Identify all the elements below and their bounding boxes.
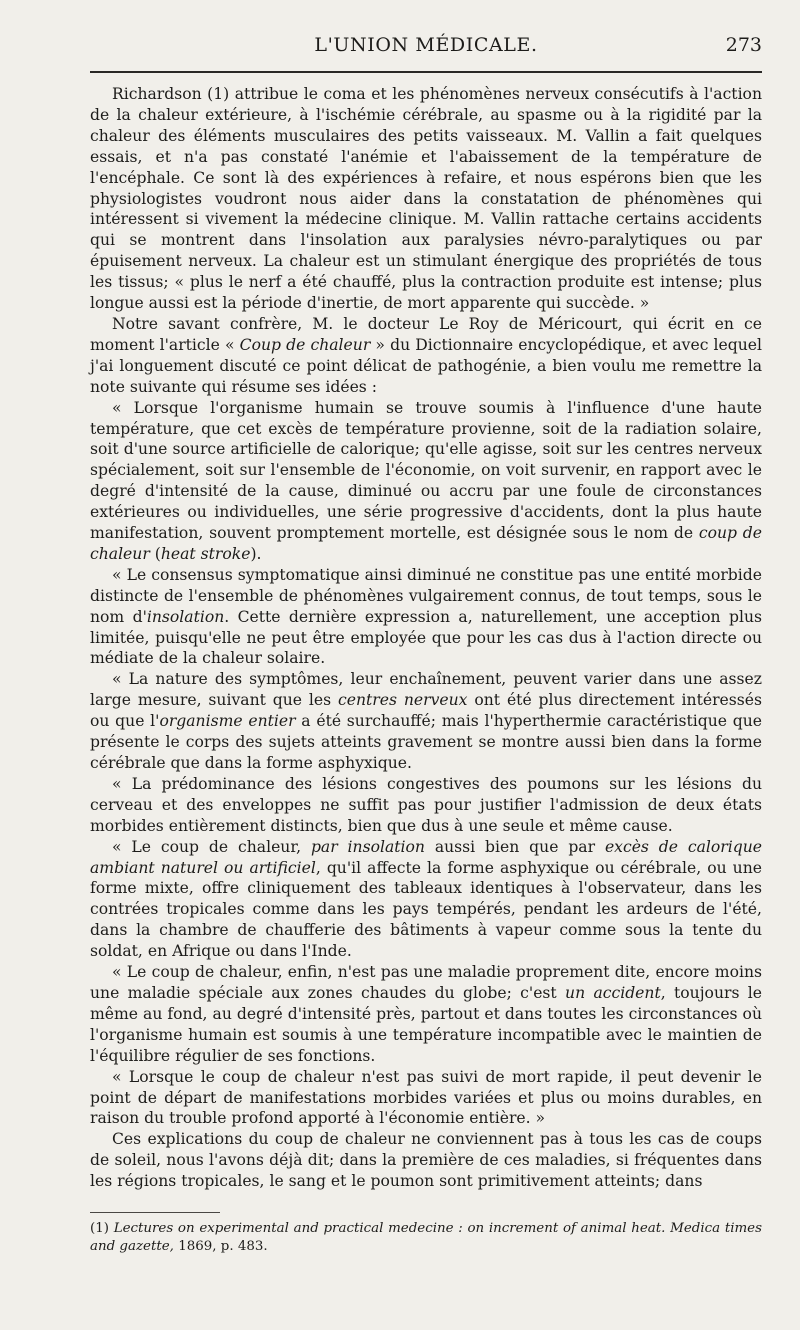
- text-run: « La prédominance des lésions congestives des poumons sur les lésions du cerveau et des enveloppes ne suffit pas pour justifier l'admission de deux états morbides entièrement distincts, bien que dus à une seule et même cause.: [90, 774, 762, 835]
- footnote-publication: 1869, p. 483.: [178, 1239, 268, 1254]
- text-run: Ces explications du coup de chaleur ne conviennent pas à tous les cas de coups de soleil, nous l'avons déjà dit; dans la première de ces maladies, si fréquentes dans les régions tropicales, le sang et le poumon sont primitivement atteints; dans: [90, 1130, 762, 1191]
- italic-text: heat stroke: [160, 544, 251, 563]
- paragraph: [90, 314, 762, 398]
- text-run: « Lorsque l'organisme humain se trouve soumis à l'influence d'une haute température, que cet excès de température provienne, soit de la radiation solaire, soit d'une source artificielle de calorique; qu'elle agisse, soit sur les centres nerveux spécialement, soit sur l'ensemble de l'économie, on voit survenir, en rapport avec le degré d'intensité de la cause, diminué ou accru par une foule de circonstances extérieures ou individuelles, une série progressive d'accidents, dont la plus haute manifestation, souvent promptement mortelle, est désignée sous le nom de: [90, 398, 762, 543]
- page-number: 273: [725, 34, 762, 56]
- italic-text: par insolation: [310, 837, 425, 856]
- italic-text: centres nerveux: [338, 691, 468, 710]
- paragraph: [90, 1129, 762, 1192]
- footnote: [90, 1220, 762, 1256]
- text-run: « La nature des symptômes, leur enchaînement, peuvent varier dans une assez large mesure, suivant que les: [90, 670, 762, 710]
- italic-text: un accident: [565, 983, 661, 1002]
- text-run: » du Dictionnaire encyclopédique, et avec lequel j'ai longuement discuté ce point délicat de pathogénie, a bien voulu me remettre la note suivante qui résume ses idées :: [90, 335, 763, 396]
- text-run: ont été plus directement intéressés ou que l': [90, 691, 762, 731]
- running-head: [90, 34, 762, 64]
- journal-title: L'UNION MÉDICALE.: [314, 34, 538, 56]
- text-run: , toujours le même au fond, au degré d'intensité près, partout et dans toutes les circonstances où l'organisme humain est soumis à une température incompatible avec le maintien de l'équilibre régulier de ses fonctions.: [90, 983, 762, 1065]
- body-text: [90, 84, 762, 1192]
- header-rule: [90, 71, 762, 73]
- text-run: a été surchauffé; mais l'hyperthermie caractéristique que présente le corps des sujets atteints gravement se montre aussi bien dans la forme cérébrale que dans la forme asphyxique.: [90, 712, 762, 772]
- italic-text: organisme entier: [159, 712, 296, 731]
- paragraph: [90, 565, 762, 670]
- paragraph: [90, 669, 762, 774]
- text-run: Notre savant confrère, M. le docteur Le Roy de Méricourt, qui écrit en ce moment l'article «: [90, 314, 762, 354]
- text-run: « Le coup de chaleur,: [112, 837, 311, 856]
- italic-text: insolation: [146, 607, 225, 626]
- text-run: ).: [250, 544, 262, 563]
- text-run: « Lorsque le coup de chaleur n'est pas suivi de mort rapide, il peut devenir le point de départ de manifestations morbides variées et plus ou moins durables, en raison du trouble profond apporté à l'économie entière. »: [90, 1067, 762, 1128]
- text-run: Richardson (1) attribue le coma et les phénomènes nerveux consécutifs à l'action de la chaleur extérieure, à l'ischémie cérébrale, au spasme ou à la rigidité par la chaleur des éléments musculaires des petits vaisseaux. M. Vallin a fait quelques essais, et n'a pas constaté l'anémie et l'abaissement de la température de l'encéphale. Ce sont là des expériences à refaire, et nous espérons bien que les physiologistes voudront nous aider dans la constatation de phénomènes qui intéressent si vivement la médecine clinique. M. Vallin rattache certains accidents qui se montrent dans l'insolation aux paralysies névro-paralytiques ou par épuisement nerveux. La chaleur est un stimulant énergique des propriétés de tous les tissus; « plus le nerf a été chauffé, plus la contraction produite est intense; plus longue aussi est la période d'inertie, de mort apparente qui succède. »: [90, 85, 762, 313]
- footnote-rule: [90, 1212, 220, 1213]
- text-run: « Le coup de chaleur, enfin, n'est pas une maladie proprement dite, encore moins une maladie spéciale aux zones chaudes du globe; c'est: [90, 963, 762, 1002]
- footnote-mark: (1): [90, 1221, 109, 1236]
- paragraph: [90, 837, 762, 962]
- paragraph: [90, 774, 762, 837]
- text-run: (: [149, 544, 161, 563]
- paragraph: [90, 398, 762, 565]
- paragraph: [90, 962, 762, 1067]
- text-run: . Cette dernière expression a, naturellement, une acception plus limitée, puisqu'elle ne peut être employée que pour les cas dus à l'action directe ou médiate de la chaleur solaire.: [90, 607, 762, 668]
- italic-text: coup de chaleur: [90, 524, 762, 563]
- text-run: « Le consensus symptomatique ainsi diminué ne constitue pas une entité morbide distincte de l'ensemble de phénomènes vulgairement connus, de tout temps, sous le nom d': [90, 565, 762, 626]
- paragraph: [90, 1067, 762, 1130]
- text-run: aussi bien que par: [424, 837, 605, 856]
- footnote-reference: Lectures on experimental and practical medecine : on increment of animal heat. Medica times and gazette,: [90, 1221, 762, 1254]
- italic-text: excès de calorique ambiant naturel ou artificiel: [90, 837, 763, 877]
- text-run: , qu'il affecte la forme asphyxique ou cérébrale, ou une forme mixte, offre cliniquement des tableaux identiques à l'observateur, dans les contrées tropicales comme dans les pays tempérés, pendant les ardeurs de l'été, dans la chambre de chaufferie des bâtiments à vapeur comme sous la tente du soldat, en Afrique ou dans l'Inde.: [90, 858, 762, 961]
- paragraph: [90, 84, 762, 314]
- italic-text: Coup de chaleur: [239, 335, 371, 354]
